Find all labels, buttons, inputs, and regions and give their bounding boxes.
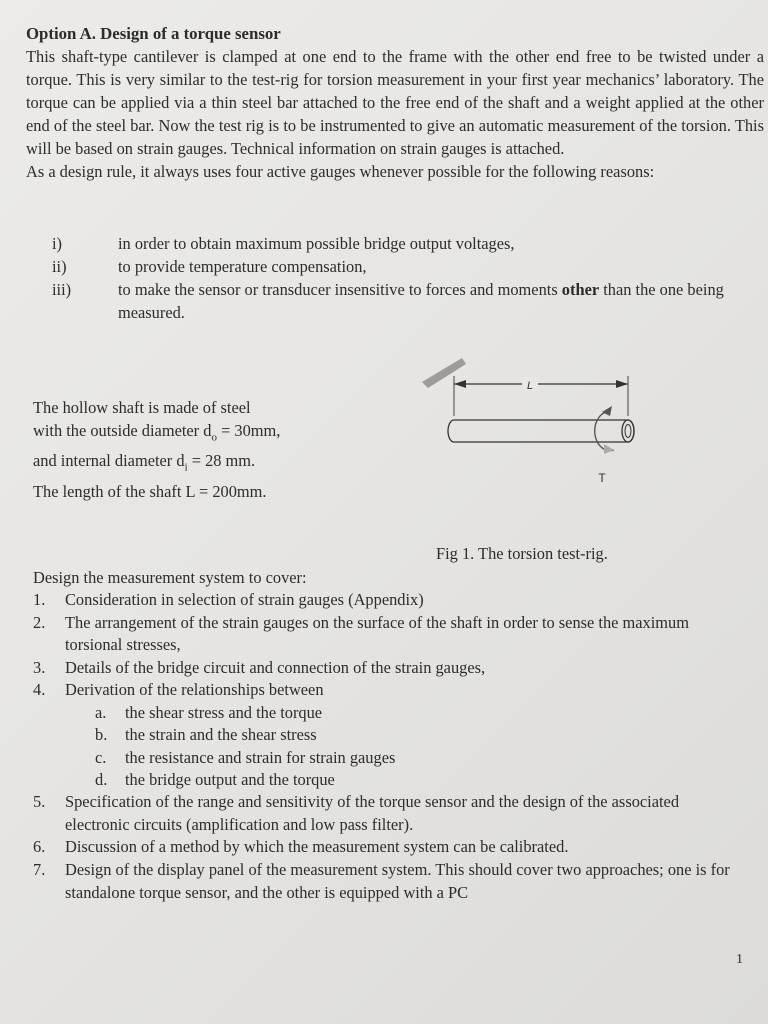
- list-item: [33, 791, 745, 836]
- list-item: [33, 589, 745, 612]
- spec-line: The length of the shaft L = 200mm.: [33, 481, 267, 501]
- intro-paragraph: This shaft-type cantilever is clamped at one end to the frame with the other end free to be twisted under a torque. This is very similar to the test-rig for torsion measurement in your first year mechanics’ laboratory. The torque can be applied via a thin steel bar attached to the free end of the shaft and a weight applied at the other end of the steel bar. Now the test rig is to be instrumented to give an automatic measurement of the torsion. This will be based on strain gauges. Technical information on strain gauges is attached.: [26, 47, 764, 158]
- list-item-text: Specification of the range and sensitivity of the torque sensor and the design of the associated electronic circuits (amplification and low pass filter).: [65, 792, 680, 834]
- list-item: [52, 255, 764, 278]
- list-item-text: in order to obtain maximum possible bridge output voltages,: [118, 234, 515, 253]
- list-item-number: 5.: [33, 792, 46, 812]
- shaft-bore: [625, 425, 631, 438]
- list-item-number: 2.: [33, 612, 46, 632]
- sub-item-text: the resistance and strain for strain gauges: [125, 747, 396, 767]
- reasons-list: [52, 232, 764, 324]
- list-item-number: 4.: [33, 680, 46, 700]
- shaft-end: [622, 420, 634, 442]
- text-fragment: than the one being measured.: [118, 280, 724, 322]
- sub-item-letter: b.: [95, 725, 108, 745]
- list-item-number: 1.: [33, 590, 46, 609]
- spec-line: [33, 449, 373, 479]
- list-item: [52, 278, 764, 324]
- sub-item-text: the bridge output and the torque: [125, 769, 335, 789]
- list-item: [33, 836, 745, 859]
- text-fragment: to make the sensor or transducer insensitive to forces and moments: [118, 280, 562, 299]
- text-fragment: = 28 mm.: [187, 451, 256, 471]
- torque-arrowhead: [602, 406, 612, 416]
- shaft-specification: [33, 396, 373, 503]
- list-item: [33, 612, 745, 657]
- list-item-number: iii): [52, 280, 72, 299]
- emphasis-text: other: [561, 280, 600, 299]
- list-item-number: ii): [52, 257, 67, 276]
- list-item: [33, 859, 745, 904]
- sub-item-letter: a.: [95, 702, 107, 722]
- page-number: 1: [736, 952, 743, 967]
- torque-arrowhead-lower: [604, 444, 614, 454]
- text-fragment: with the outside diameter d: [33, 421, 212, 440]
- spec-line: [33, 419, 373, 449]
- sub-item-letter: c.: [95, 747, 107, 767]
- sub-list-item: [95, 747, 745, 769]
- list-item-text: to provide temperature compensation,: [118, 257, 367, 276]
- list-item-number: i): [52, 234, 63, 253]
- list-item-number: 7.: [33, 859, 46, 879]
- figure-caption: Fig 1. The torsion test-rig.: [436, 544, 608, 563]
- subscript: o: [211, 431, 217, 444]
- text-fragment: = 30mm,: [216, 421, 281, 440]
- tasks-list: [33, 589, 745, 904]
- list-item: [33, 679, 745, 702]
- page-title: Option A. Design of a torque sensor: [26, 24, 281, 43]
- shaft-body: [448, 420, 634, 442]
- subscript: i: [184, 461, 188, 474]
- dimension-arrow-left: [454, 380, 466, 388]
- intro-section: [26, 45, 764, 183]
- spec-line: The hollow shaft is made of steel: [33, 398, 251, 417]
- dimension-arrow-right: [616, 380, 628, 388]
- length-label: L: [526, 380, 534, 392]
- list-item-text: Derivation of the relationships between: [65, 680, 324, 700]
- list-item-text: The arrangement of the strain gauges on the surface of the shaft in order to sense the maximum torsional stresses,: [65, 612, 689, 655]
- torsion-test-rig-figure: [418, 350, 658, 490]
- text-fragment: and internal diameter d: [33, 451, 185, 471]
- list-item-number: 3.: [33, 657, 46, 677]
- design-intro: Design the measurement system to cover:: [33, 568, 307, 587]
- torque-label: T: [598, 471, 606, 485]
- list-item-text: Consideration in selection of strain gauges (Appendix): [65, 590, 424, 609]
- design-rule-paragraph: As a design rule, it always uses four active gauges whenever possible for the following reasons:: [26, 162, 655, 181]
- list-item-number: 6.: [33, 837, 46, 857]
- list-item-text: [118, 278, 764, 324]
- list-item: [33, 657, 745, 680]
- sub-list-item: [95, 724, 745, 746]
- sub-list-item: [95, 769, 745, 791]
- sub-list-item: [95, 702, 745, 724]
- sub-item-text: the strain and the shear stress: [125, 725, 317, 745]
- list-item-text: Discussion of a method by which the measurement system can be calibrated.: [65, 837, 569, 857]
- list-item-text: Details of the bridge circuit and connection of the strain gauges,: [65, 657, 486, 677]
- list-item-text: Design of the display panel of the measurement system. This should cover two approaches; one is for standalone torque sensor, and the other is equipped with a PC: [65, 859, 730, 902]
- sub-item-letter: d.: [95, 769, 108, 789]
- sub-item-text: the shear stress and the torque: [125, 702, 323, 722]
- list-item: [52, 232, 764, 255]
